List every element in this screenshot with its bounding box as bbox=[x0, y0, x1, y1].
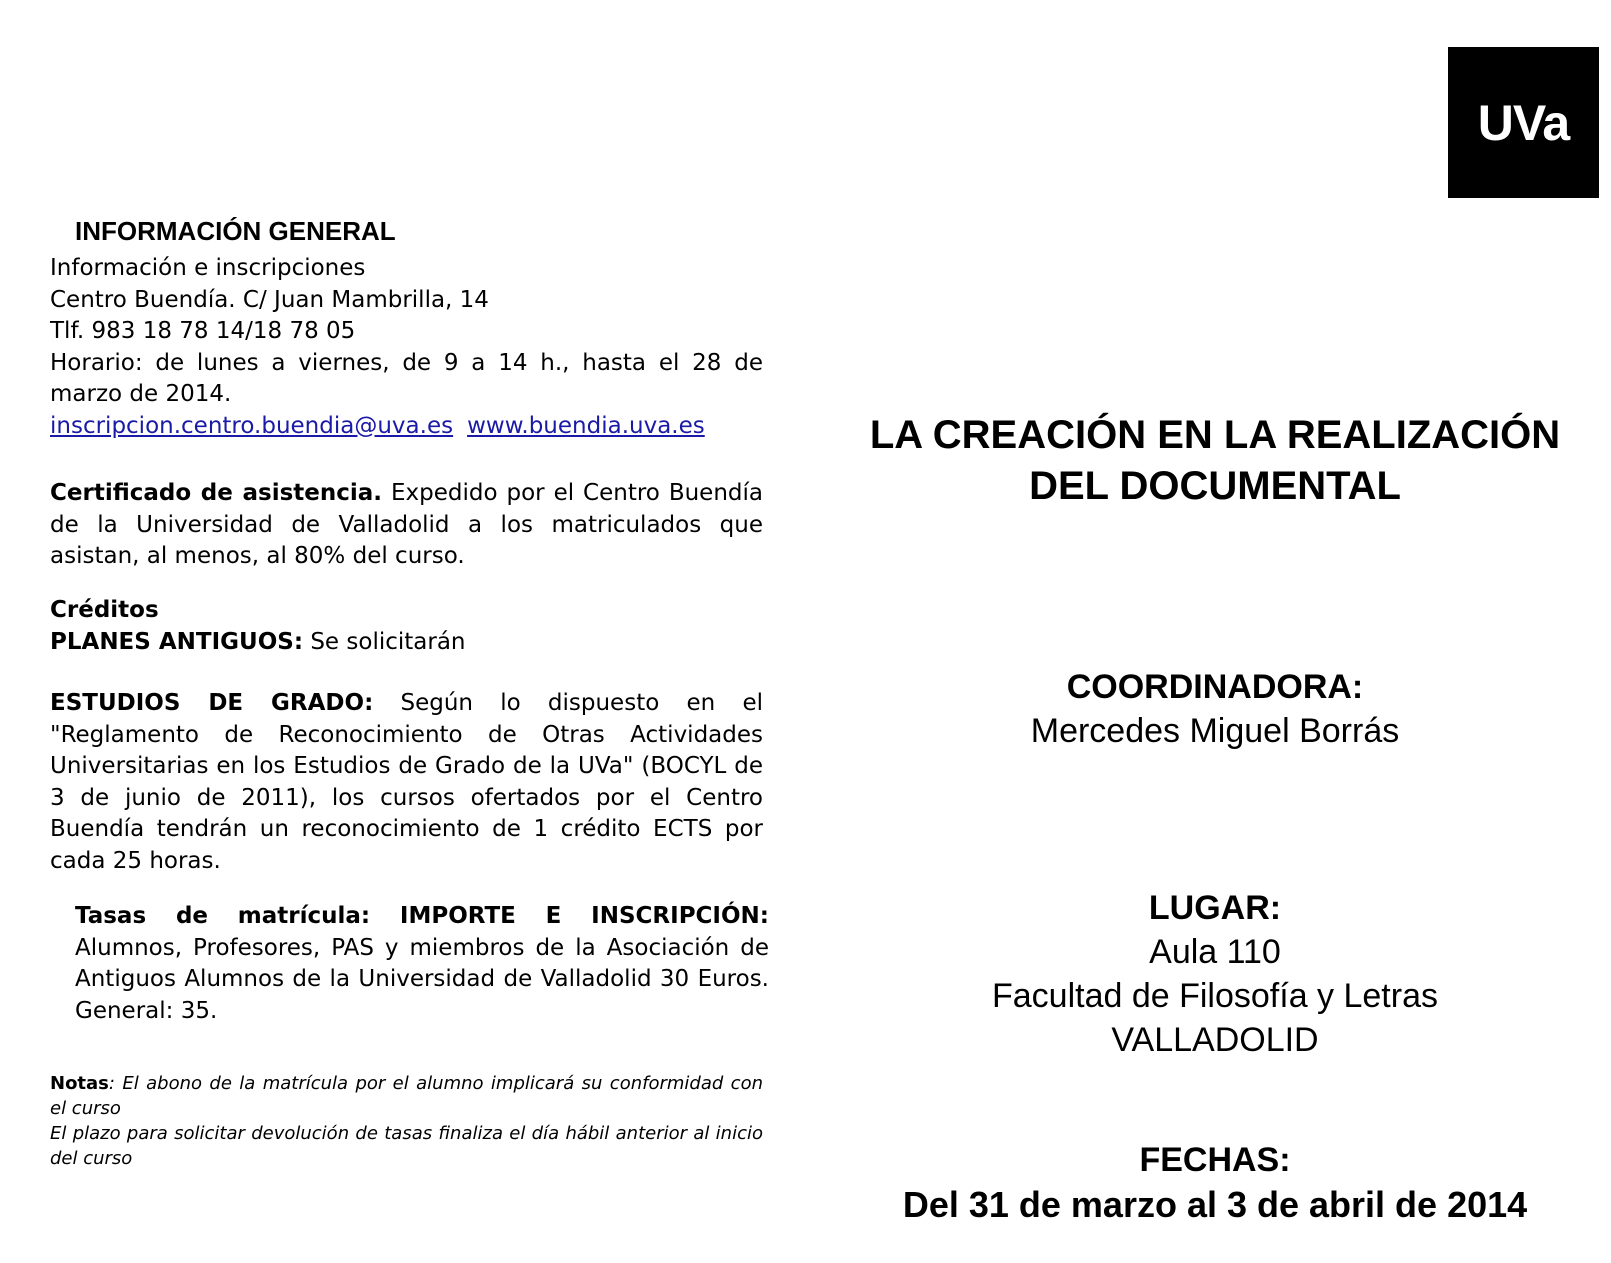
dates-value: Del 31 de marzo al 3 de abril de 2014 bbox=[902, 1184, 1528, 1225]
place-block bbox=[860, 886, 1570, 1062]
grade-label: ESTUDIOS DE GRADO: bbox=[50, 690, 374, 716]
email-link[interactable]: inscripcion.centro.buendia@uva.es bbox=[50, 412, 454, 439]
place-faculty: Facultad de Filosofía y Letras bbox=[991, 977, 1438, 1015]
course-title-line-1: LA CREACIÓN EN LA REALIZACIÓN bbox=[869, 413, 1561, 457]
info-heading: INFORMACIÓN GENERAL bbox=[75, 216, 396, 246]
notes-line-2 bbox=[50, 1121, 763, 1171]
notes-label: Notas bbox=[50, 1073, 109, 1094]
old-plans-text: Se solicitarán bbox=[303, 628, 466, 655]
course-title bbox=[860, 410, 1570, 512]
notes-block bbox=[50, 1071, 763, 1171]
dates-label: FECHAS: bbox=[1139, 1141, 1291, 1179]
fees-text: Alumnos, Profesores, PAS y miembros de la Asociación de Antiguos Alumnos de la Universidad de Valladolid 30 Euros. General: 35. bbox=[75, 934, 769, 1024]
contact-links bbox=[50, 411, 763, 443]
coordinator-name: Mercedes Miguel Borrás bbox=[1030, 712, 1400, 750]
info-line: Información e inscripciones bbox=[50, 255, 366, 281]
grade-text: Según lo dispuesto en el "Reglamento de Reconocimiento de Otras Actividades Universitarias en los Estudios de Grado de la UVa" (BOCYL de 3 de junio de 2011), los cursos ofertados por el Centro Buendía tendrán un reconocimiento de 1 crédito ECTS por cada 25 horas. bbox=[50, 690, 763, 874]
course-title-line-2: DEL DOCUMENTAL bbox=[1029, 464, 1401, 508]
notes-line-1 bbox=[50, 1071, 763, 1121]
certificate-label: Certificado de asistencia. bbox=[50, 480, 383, 506]
coordinator-label: COORDINADORA: bbox=[1066, 668, 1364, 706]
website-link[interactable]: www.buendia.uva.es bbox=[467, 412, 705, 439]
address-line: Centro Buendía. C/ Juan Mambrilla, 14 bbox=[50, 286, 489, 313]
place-label: LUGAR: bbox=[1148, 889, 1282, 927]
notes-text-1: : El abono de la matrícula por el alumno implicará su conformidad con el curso bbox=[50, 1073, 763, 1119]
notes-text-2: El plazo para solicitar devolución de tasas finaliza el día hábil anterior al inicio del curso bbox=[50, 1123, 763, 1169]
fees-paragraph bbox=[75, 901, 769, 1027]
credits-block bbox=[50, 595, 763, 658]
place-city: VALLADOLID bbox=[1111, 1021, 1319, 1059]
info-block bbox=[50, 253, 763, 442]
phone-line: Tlf. 983 18 78 14/18 78 05 bbox=[50, 318, 356, 344]
certificate-text: Expedido por el Centro Buendía de la Universidad de Valladolid a los matriculados que asistan, al menos, al 80% del curso. bbox=[50, 480, 763, 569]
certificate-paragraph bbox=[50, 478, 763, 573]
fees-label: Tasas de matrícula: IMPORTE E INSCRIPCIÓN: bbox=[75, 903, 769, 929]
dates-block bbox=[860, 1138, 1570, 1228]
uva-logo: UVa bbox=[1448, 47, 1599, 198]
credits-heading: Créditos bbox=[50, 597, 159, 623]
coordinator-block bbox=[860, 665, 1570, 753]
schedule-text: Horario: de lunes a viernes, de 9 a 14 h., hasta el 28 de marzo de 2014. bbox=[50, 349, 763, 407]
old-plans-label: PLANES ANTIGUOS: bbox=[50, 628, 304, 655]
place-room: Aula 110 bbox=[1149, 933, 1281, 971]
grade-paragraph bbox=[50, 688, 763, 877]
old-plans-line bbox=[50, 627, 763, 659]
